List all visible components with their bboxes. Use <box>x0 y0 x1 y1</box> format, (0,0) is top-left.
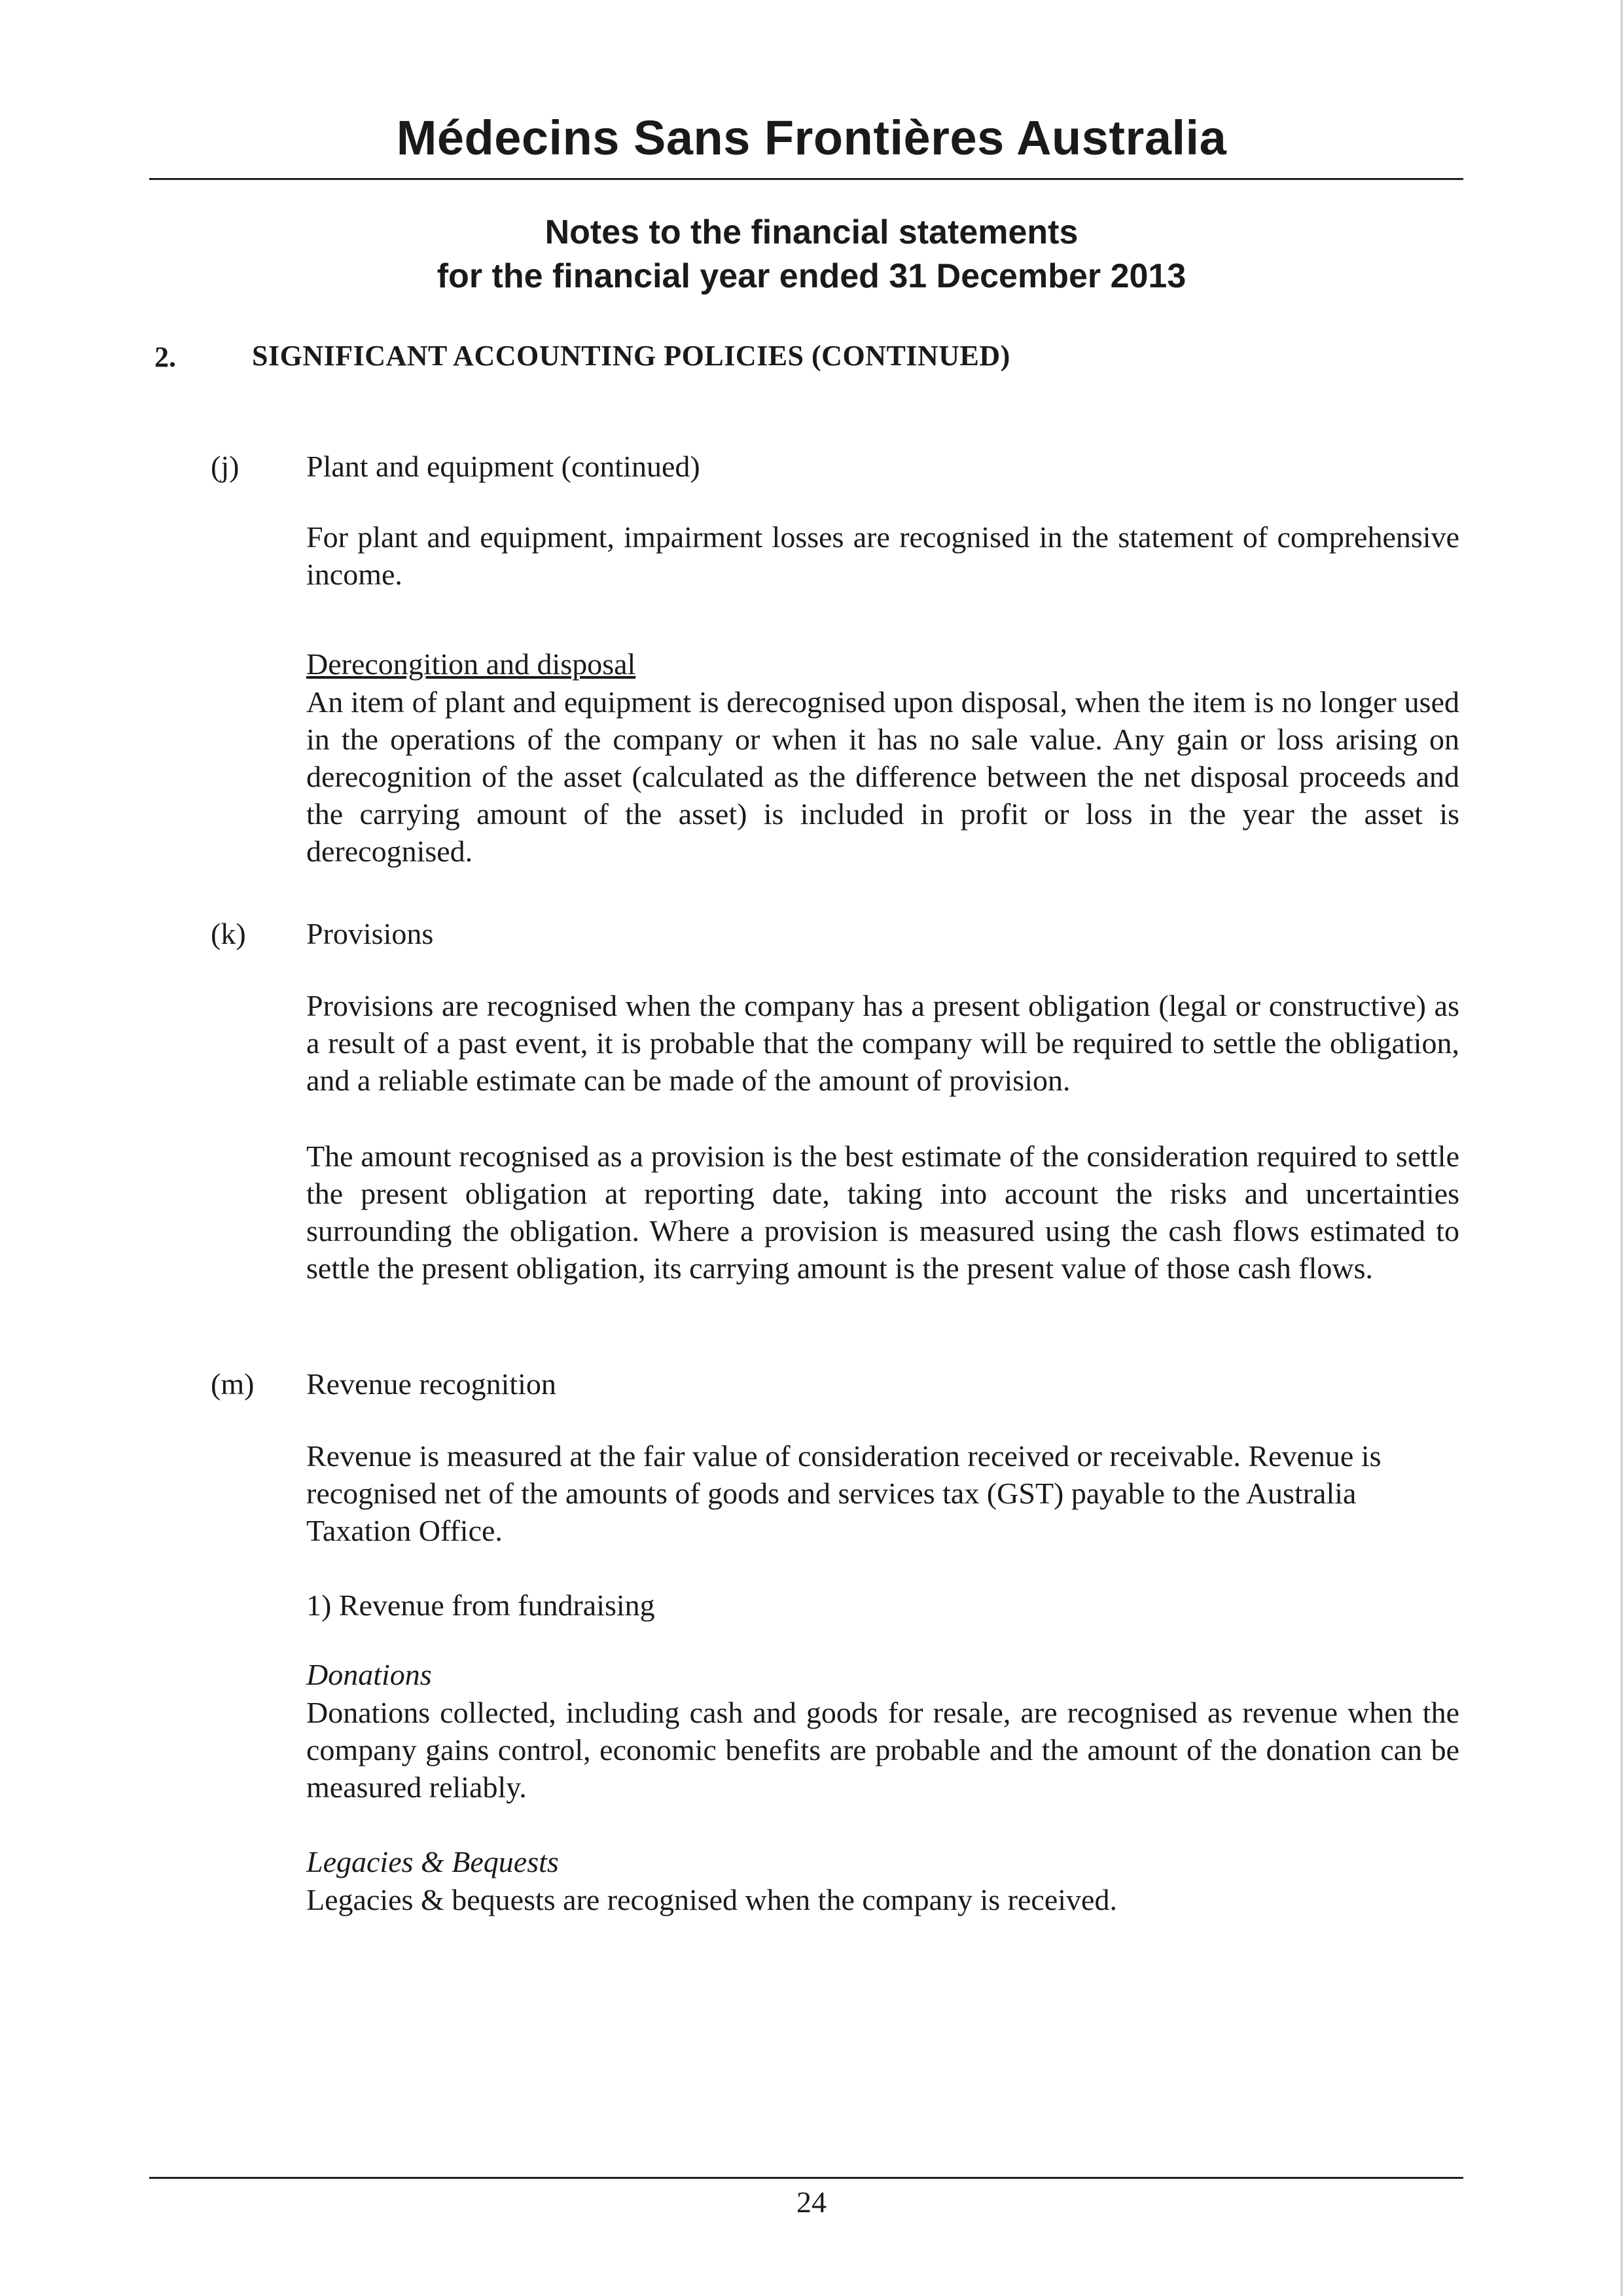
footer-divider <box>149 2177 1463 2179</box>
legacies-paragraph: Legacies & bequests are recognised when the company is received. <box>306 1883 1117 1916</box>
item-heading-revenue-recognition: Revenue recognition <box>306 1367 556 1401</box>
revenue-measurement-paragraph: Revenue is measured at the fair value of consideration received or receivable. Revenue is recognised net of the amounts of goods and services tax (GST) payable to the Australia Taxation Office. <box>306 1439 1382 1547</box>
legacies-subheading: Legacies & Bequests <box>306 1845 559 1878</box>
header-divider <box>149 178 1463 180</box>
revenue-fundraising-subitem: 1) Revenue from fundraising <box>306 1588 655 1622</box>
page-edge <box>1620 0 1623 2296</box>
section-title: SIGNIFICANT ACCOUNTING POLICIES (CONTINUED) <box>252 340 1010 372</box>
section-number: 2. <box>154 341 176 373</box>
document-subtitle: Notes to the financial statements <box>544 213 1079 251</box>
document-title: Médecins Sans Frontières Australia <box>396 111 1227 165</box>
plant-equipment-impairment-paragraph: For plant and equipment, impairment losses are recognised in the statement of comprehensive income. <box>306 520 1459 591</box>
item-heading-provisions: Provisions <box>306 917 434 950</box>
page-number: 24 <box>796 2185 827 2219</box>
derecognition-paragraph: An item of plant and equipment is derecognised upon disposal, when the item is no longer used in the operations of the company or when it has no sale value. Any gain or loss arising on derecognition of the asset (calculated as the difference between the net disposal proceeds and the carrying amount of the asset) is included in profit or loss in the year the asset is derecognised. <box>306 685 1459 868</box>
item-marker-j: (j) <box>211 450 240 483</box>
provisions-recognition-paragraph: Provisions are recognised when the company has a present obligation (legal or constructive) as a result of a past event, it is probable that the company will be required to settle the obligation, and a reliable estimate can be made of the amount of provision. <box>306 989 1459 1097</box>
item-marker-m: (m) <box>211 1367 255 1401</box>
document-subtitle-period: for the financial year ended 31 December 2013 <box>437 257 1186 295</box>
provisions-measurement-paragraph: The amount recognised as a provision is the best estimate of the consideration required to settle the present obligation at reporting date, taking into account the risks and uncertainties surrounding the obligation. Where a provision is measured using the cash flows estimated to settle the present obligation, its carrying amount is the present value of those cash flows. <box>306 1139 1459 1285</box>
donations-subheading: Donations <box>306 1658 432 1691</box>
donations-paragraph: Donations collected, including cash and goods for resale, are recognised as revenue when the company gains control, economic benefits are probable and the amount of the donation can be measured reliably. <box>306 1696 1459 1804</box>
derecognition-subheading: Derecongition and disposal <box>306 647 636 681</box>
item-marker-k: (k) <box>211 917 246 950</box>
item-heading-plant-equipment: Plant and equipment (continued) <box>306 450 700 483</box>
